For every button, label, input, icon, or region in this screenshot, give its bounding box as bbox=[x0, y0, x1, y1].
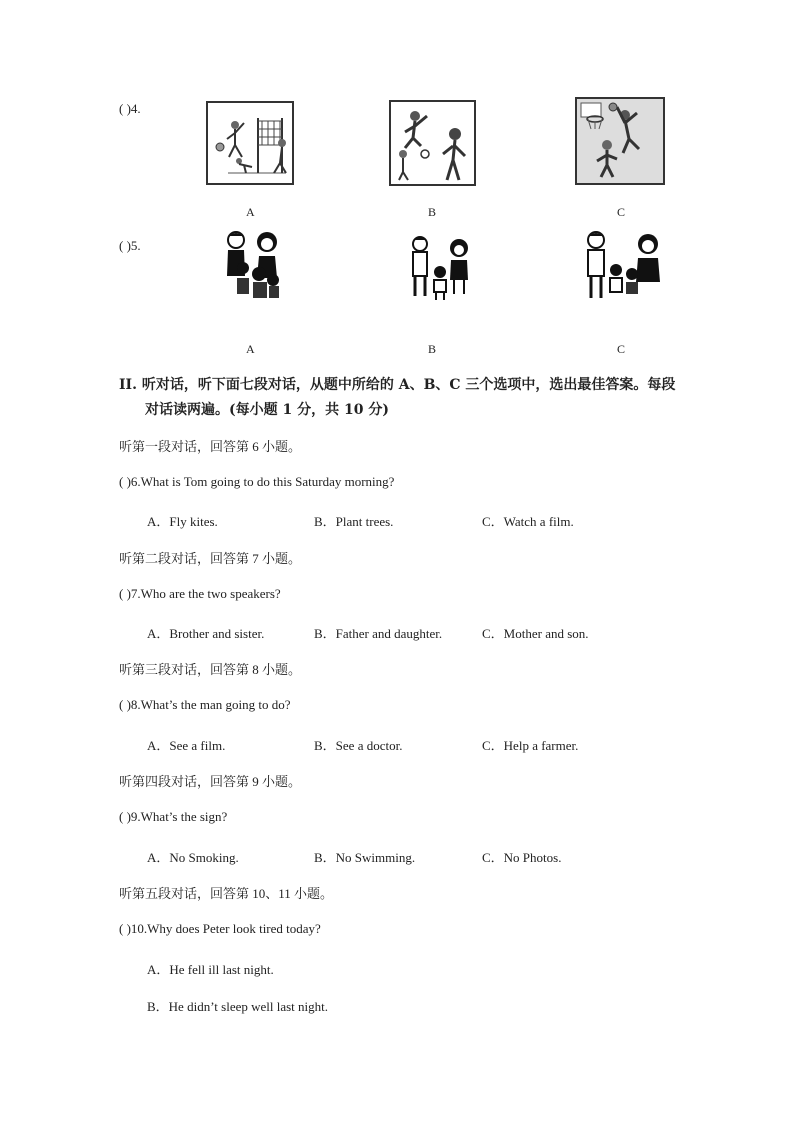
basketball-scene-icon bbox=[577, 99, 663, 183]
question-6-text: ( )6.What is Tom going to do this Saturday morning? bbox=[119, 474, 395, 489]
family-three-icon bbox=[402, 232, 477, 302]
q7-option-c: C．Mother and son. bbox=[482, 626, 589, 641]
q5-label-b: B bbox=[428, 342, 437, 356]
section-title-line1: II. 听对话，听下面七段对话，从题中所给的 A、B、C 三个选项中，选出最佳答案。每段 bbox=[119, 377, 676, 393]
q4-option-c-image bbox=[575, 97, 665, 185]
family-four-icon bbox=[578, 228, 666, 304]
q6-option-c: C．Watch a film. bbox=[482, 514, 574, 529]
q4-label-b: B bbox=[428, 205, 437, 219]
q10-option-a: A．He fell ill last night. bbox=[147, 962, 274, 977]
q5-option-b-image bbox=[402, 232, 477, 302]
q7-option-b: B．Father and daughter. bbox=[314, 626, 443, 641]
q9-option-a: A．No Smoking. bbox=[147, 850, 239, 865]
volleyball-scene-icon bbox=[208, 103, 292, 183]
q8-option-b: B．See a doctor. bbox=[314, 738, 403, 753]
q8-option-c: C．Help a farmer. bbox=[482, 738, 579, 753]
q7-option-a: A．Brother and sister. bbox=[147, 626, 265, 641]
section-title-line2: 对话读两遍。(每小题 1 分，共 10 分) bbox=[145, 402, 389, 418]
q5-label-c: C bbox=[617, 342, 626, 356]
question-7-text: ( )7.Who are the two speakers? bbox=[119, 586, 281, 601]
dialogue-5-instruction: 听第五段对话，回答第 10、11 小题。 bbox=[119, 886, 334, 901]
q8-option-a: A．See a film. bbox=[147, 738, 226, 753]
question-10-text: ( )10.Why does Peter look tired today? bbox=[119, 921, 321, 936]
q10-option-b: B．He didn’t sleep well last night. bbox=[147, 999, 329, 1014]
question-8-text: ( )8.What’s the man going to do? bbox=[119, 697, 291, 712]
dialogue-2-instruction: 听第二段对话，回答第 7 小题。 bbox=[119, 551, 302, 566]
family-five-icon bbox=[215, 228, 290, 303]
q4-label-c: C bbox=[617, 205, 626, 219]
q4-option-a-image bbox=[206, 101, 294, 185]
q6-option-b: B．Plant trees. bbox=[314, 514, 394, 529]
q9-option-c: C．No Photos. bbox=[482, 850, 562, 865]
dialogue-3-instruction: 听第三段对话，回答第 8 小题。 bbox=[119, 662, 302, 677]
q9-option-b: B．No Swimming. bbox=[314, 850, 416, 865]
question-9-text: ( )9.What’s the sign? bbox=[119, 809, 228, 824]
q5-option-c-image bbox=[578, 228, 666, 304]
football-scene-icon bbox=[391, 102, 474, 184]
q6-option-a: A．Fly kites. bbox=[147, 514, 218, 529]
question-5-number: ( )5. bbox=[119, 238, 141, 253]
dialogue-4-instruction: 听第四段对话，回答第 9 小题。 bbox=[119, 774, 302, 789]
dialogue-1-instruction: 听第一段对话，回答第 6 小题。 bbox=[119, 439, 302, 454]
q5-label-a: A bbox=[246, 342, 255, 356]
q5-option-a-image bbox=[215, 228, 290, 303]
q4-label-a: A bbox=[246, 205, 255, 219]
q4-option-b-image bbox=[389, 100, 476, 186]
question-4-number: ( )4. bbox=[119, 101, 141, 116]
